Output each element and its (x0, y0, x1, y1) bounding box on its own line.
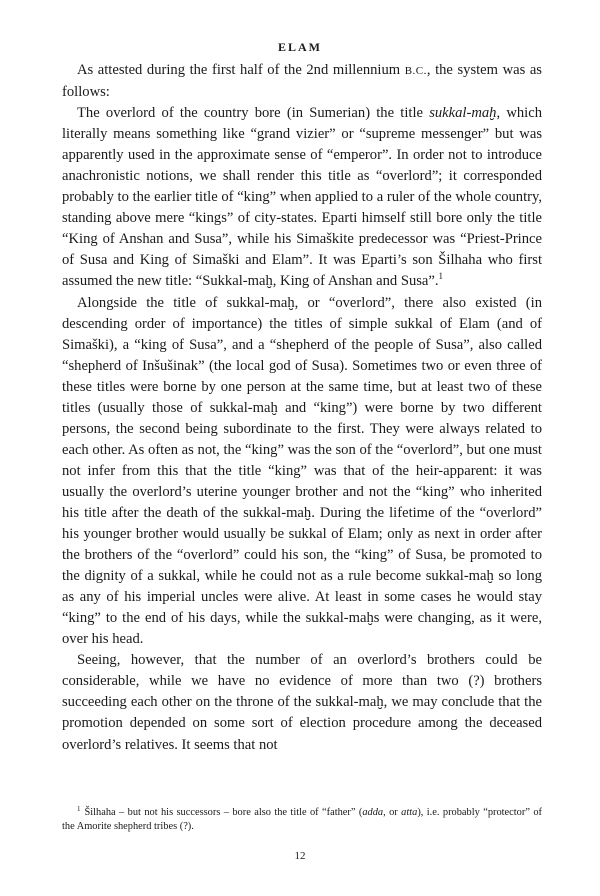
footnote: $^1$ Šilhaha – but not his successors – bore also the title of “father” (adda, or atta), i.e. probably “protector” of the Amorite shepherd tribes (?). (62, 804, 542, 832)
page-number: 12 (294, 850, 306, 862)
italic-term: atta (401, 807, 418, 818)
italic-term: sukkal-maḫ (429, 105, 497, 122)
footnote-ref: 1 (438, 271, 444, 282)
paragraph: As attested during the first half of the 2nd millennium B.C., the system was as follows: (62, 62, 542, 101)
paragraph: The overlord of the country bore (in Sumerian) the title sukkal-maḫ, which literally means something like “grand vizier” or “supreme messenger” but was apparently used in the approximate sense of “emperor”. In order not to introduce anachronistic notions, we shall render this title as “overlord”; it corresponded probably to the earlier title of “king” when applied to a ruler of the whole country, standing above mere “kings” of city-states. Eparti himself still bore only the title “King of Anshan and Susa”, while his Simaškite predecessor was “Priest-Prince of Susa and King of Simaški and Elam”. It was Eparti’s son Šilhaha who first assumed the new title: “Sukkal-maḫ, King of Anshan and Susa”.$^1$ (62, 105, 543, 290)
running-head: ELAM (278, 40, 322, 54)
paragraph: Seeing, however, that the number of an overlord’s brothers could be considerable, while we have no evidence of more than two (?) brothers succeeding each other on the throne of the sukkal-maḫ, we may conclude that the promotion depended on some sort of election procedure among the deceased overlord’s relatives. It seems that not (62, 652, 542, 753)
italic-term: adda (362, 807, 384, 818)
paragraph: Alongside the title of sukkal-maḫ, or “overlord”, there also existed (in descending order of importance) the titles of simple sukkal of Elam (and of Simaški), a “king of Susa”, and a “shepherd of the people of Susa”, also called “shepherd of Inšušinak” (the local god of Susa). Sometimes two or even three of these titles were borne by one person at the same time, but at least two of these titles (usually those of sukkal-maḫ and “king”) were borne by two different persons, the second being subordinate to the first. They were always related to each other. As often as not, the “king” was the son of the “overlord”, but one must not infer from this that the title “king” was that of the heir-apparent: it was usually the overlord’s uterine younger brother and not the “king” who inherited his title after the death of the sukkal-maḫ. During the lifetime of the “overlord” his younger brother would usually be sukkal of Elam; only as next in order after the brothers of the “overlord” could his son, the “king” of Susa, be promoted to the dignity of a sukkal, while he could not as a rule become sukkal-maḫ so long as any of his imperial uncles were alive. At least in some cases he would stay “king” to the end of his days, while the sukkal-maḫs were changing, as it were, over his head. (62, 294, 542, 648)
body-text (62, 60, 542, 756)
era-abbreviation: B.C. (404, 65, 427, 77)
footnote-mark: 1 (77, 804, 81, 813)
